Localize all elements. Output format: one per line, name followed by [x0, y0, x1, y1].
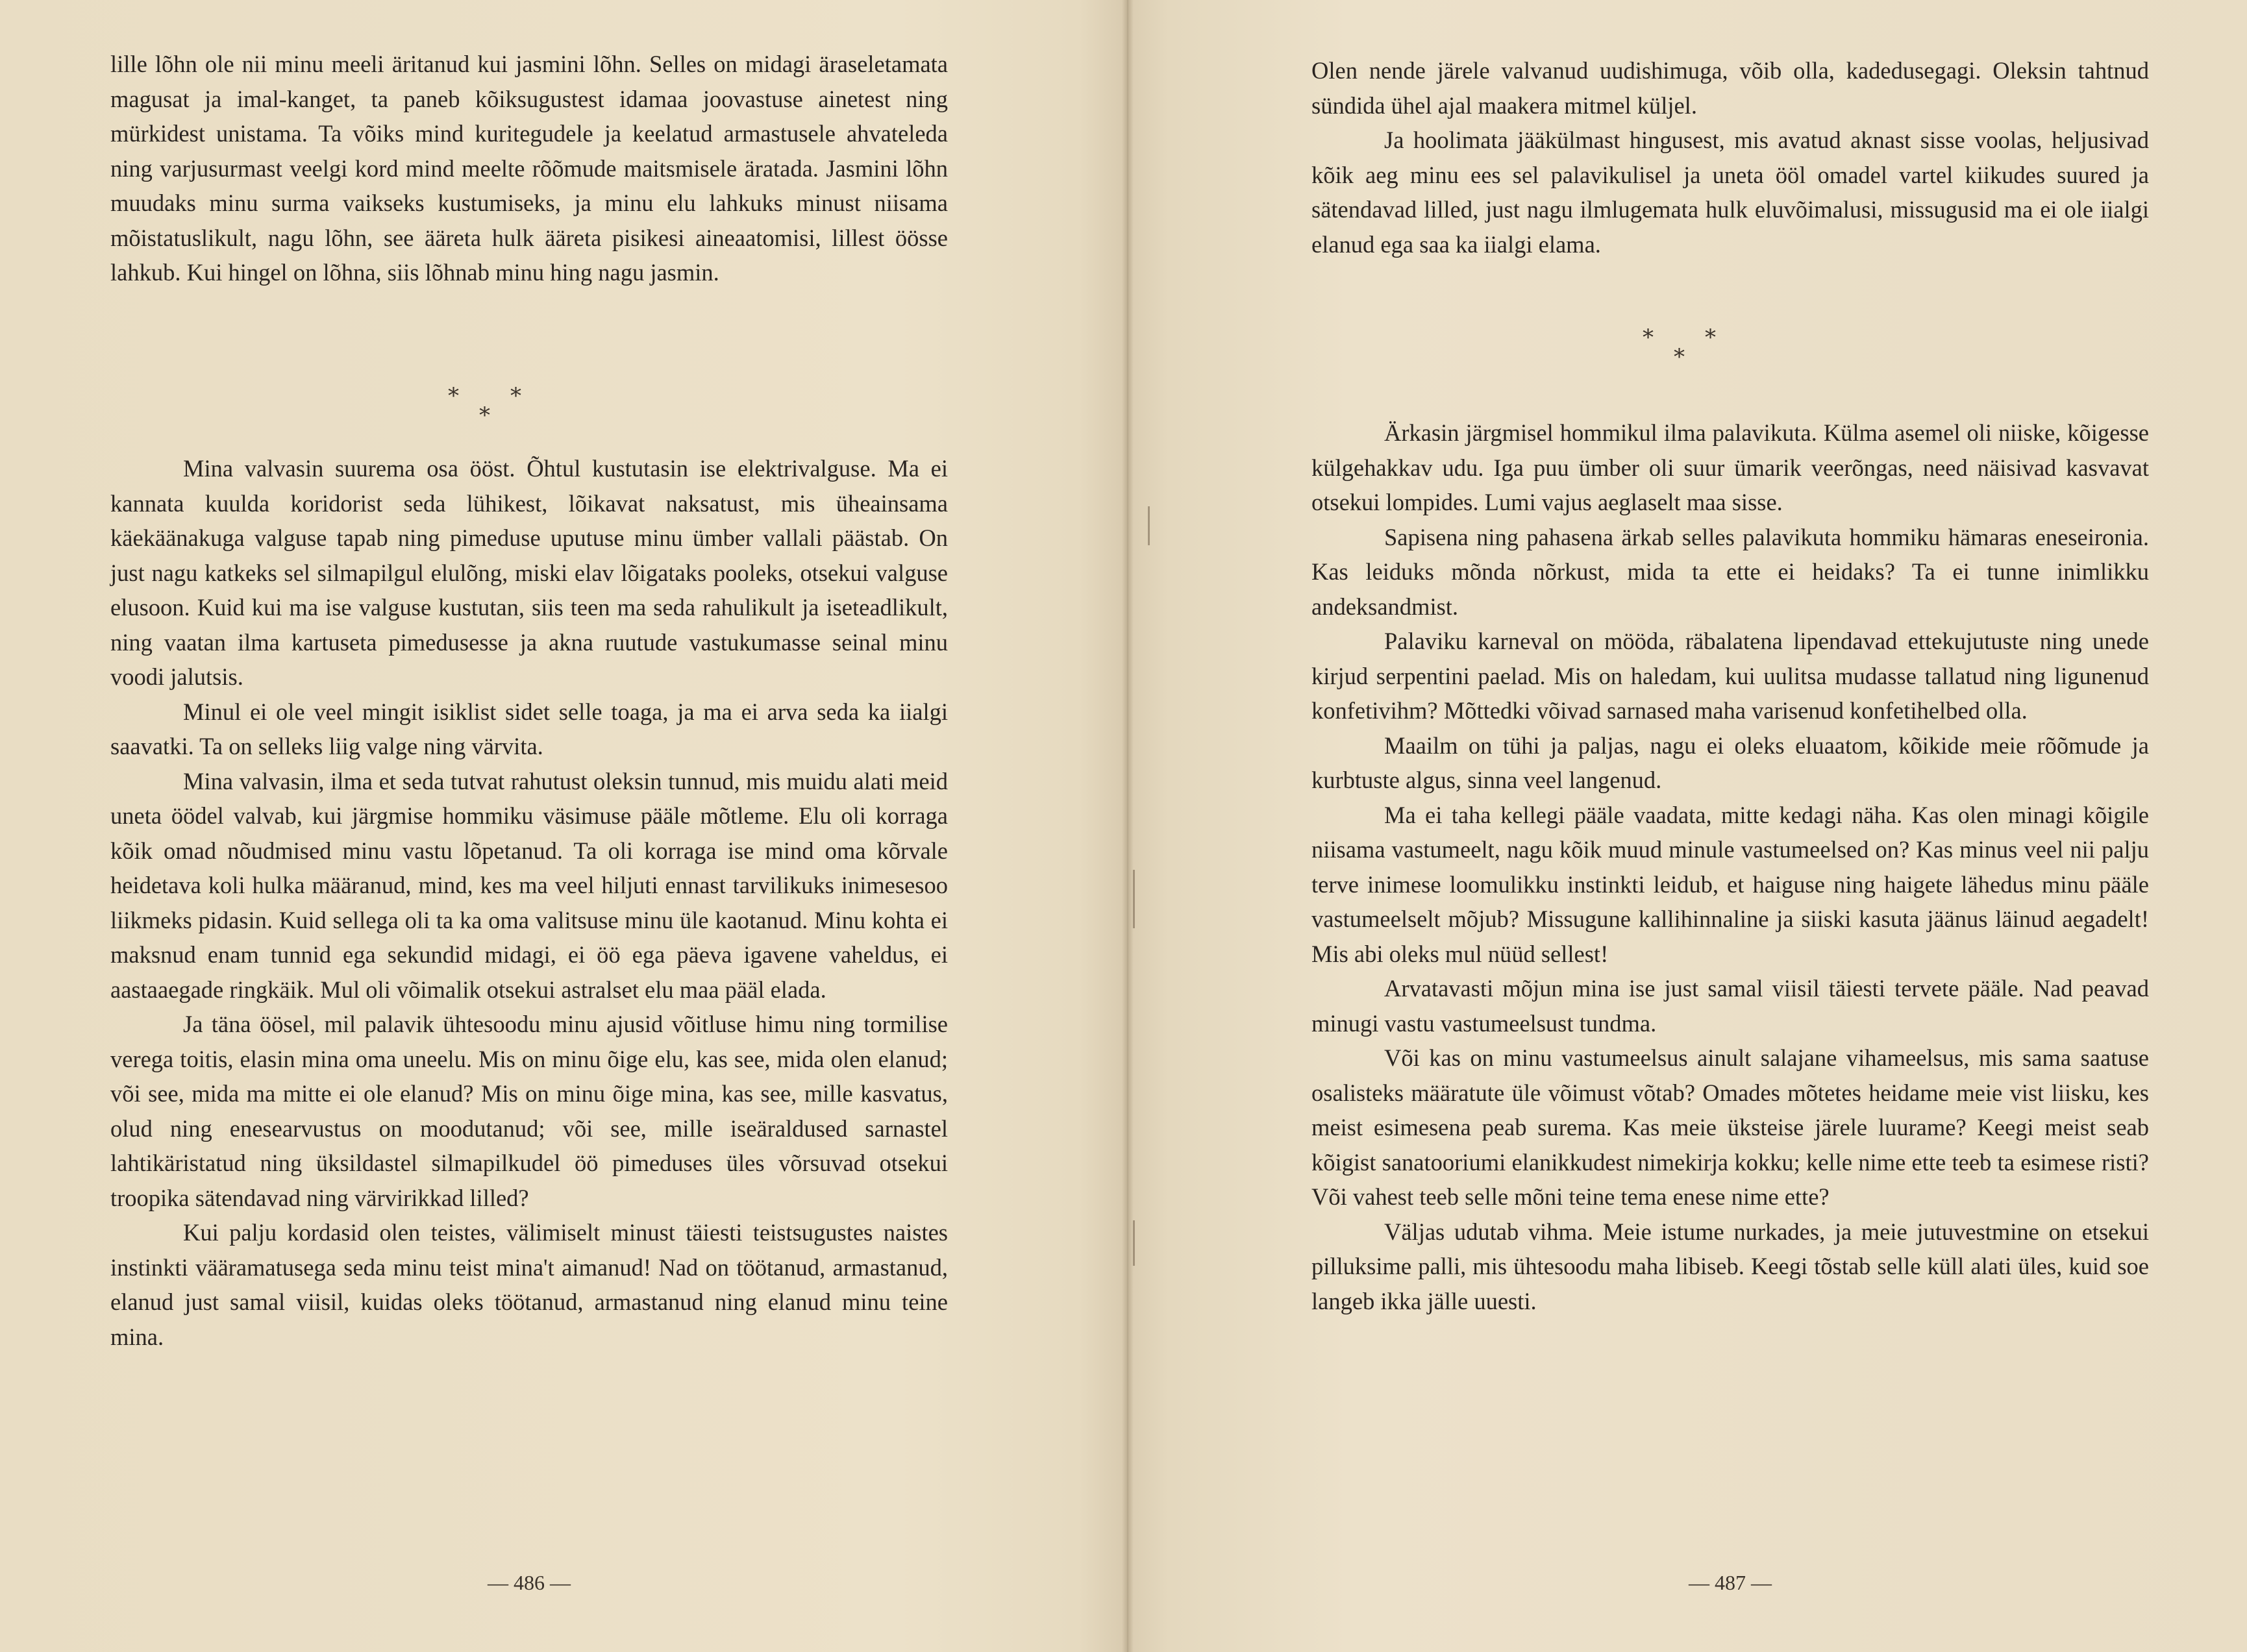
paragraph: Ja hoolimata jääkülmast hingusest, mis avatud aknast sisse voolas, heljusivad kõik aeg minu ees sel palavikulisel ja uneta ööl omadel vartel kiikudes suured ja sätendavad lilled, just nagu ilmlugemata hulk eluvõimalusi, missugusid ma ei ole iialgi elanud ega saa ka iialgi elama.	[1311, 127, 2149, 258]
right-page	[1311, 0, 2149, 1652]
paragraph: Sapisena ning pahasena ärkab selles palavikuta hommiku hämaras eneseironia. Kas leiduks mõnda nõrkust, mida ta ette ei heidaks? Ta ei tunne inimlikku andeksandmist.	[1311, 523, 2149, 620]
paragraph: Ma ei taha kellegi pääle vaadata, mitte kedagi näha. Kas olen minagi kõigile niisama vastumeelt, nagu kõik muud minule vastumeelsed on? Kas minus veel nii palju terve inimese loomulikku instinkti leidub, et haiguse ning haigete lähedus minu pääle vastumeelselt mõjub? Missugune kallihinnaline ja siiski kasuta jäänus läinud aegadelt! Mis abi oleks mul nüüd sellest!	[1311, 801, 2149, 967]
right-page-section-b	[1311, 415, 2149, 1318]
asterisk: *	[510, 383, 521, 409]
margin-mark	[1133, 1220, 1135, 1266]
margin-mark	[1148, 506, 1150, 545]
paragraph: Ja täna öösel, mil palavik ühtesoodu minu ajusid võitluse himu ning tormilise verega toitis, elasin mina oma uneelu. Mis on minu õige elu, kas see, mida olen elanud; või see, mida ma mitte ei ole elanud? Mis on minu õige mina, kas see, mille kasvatus, olud ning enesearvustus on moodutanud; või see, mille iseäraldused sarnastel lahtikäristatud ning üksildastel silmapilkudel öö pimeduses üles võrsuvad otsekui troopika sätendavad ning värvirikkad lilled?	[110, 1011, 948, 1211]
paragraph: lille lõhn ole nii minu meeli äritanud kui jasmini lõhn. Selles on midagi äraseletamata magusat ja imal-kanget, ta paneb kõiksugustest idamaa joovastuse ainetest ning mürkidest unistama. Ta võiks mind kuritegudele ja keelatud armastusele ahvateleda ning varjusurmast veelgi kord mind meelte rõõmude maitsmisele äratada. Jasmini lõhn muudaks minu surma vaikseks kustumiseks, ja minu elu lahkuks minust niisama mõistatuslikult, nagu lõhn, see ääreta hulk ääreta pisikesi aineaatomisi, lillest öösse lahkub. Kui hingel on lõhna, siis lõhnab minu hing nagu jasmin.	[110, 51, 948, 286]
margin-mark	[1133, 870, 1135, 928]
paragraph: Ärkasin järgmisel hommikul ilma palavikuta. Külma asemel oli niiske, kõigesse külgehakkav udu. Iga puu ümber oli suur ümarik veerõngas, need näisivad kasvavat otsekui lompides. Lumi vajus aeglaselt maa sisse.	[1311, 419, 2149, 515]
asterisk: *	[448, 383, 459, 409]
right-page-section-a	[1311, 53, 2149, 262]
asterisk: *	[1705, 325, 1716, 351]
paragraph: Olen nende järele valvanud uudishimuga, võib olla, kadedusegagi. Oleksin tahtnud sündida ühel ajal maakera mitmel küljel.	[1311, 57, 2149, 119]
paragraph: Mina valvasin, ilma et seda tutvat rahutust oleksin tunnud, mis muidu alati meid uneta öödel valvab, kui järgmise hommiku väsimuse pääle mõtleme. Elu oli korraga kõik omad nõudmised minu vastu lõpetanud. Ta oli korraga ise mind oma kõrvale heidetava koli hulka määranud, mind, kes ma veel hiljuti ennast tarvilikuks inimesesoo liikmeks pidasin. Kuid sellega oli ta ka oma valitsuse minu üle kaotanud. Minu kohta ei maksnud enam tunnid ega sekundid midagi, ei öö ega päeva igavene vaheldus, ei aastaaegade ringkäik. Mul oli võimalik otsekui astralset elu maa pääl elada.	[110, 767, 948, 1003]
paragraph: Väljas udutab vihma. Meie istume nurkades, ja meie jutuvestmine on etsekui pilluksime palli, mis ühtesoodu maha libiseb. Keegi tõstab selle küll alati üles, kuid soe langeb ikka jälle uuesti.	[1311, 1218, 2149, 1314]
left-page	[110, 0, 948, 1652]
section-separator	[448, 383, 617, 435]
paragraph: Kui palju kordasid olen teistes, välimiselt minust täiesti teistsugustes naistes instinkti vääramatusega seda minu teist mina't aimanud! Nad on töötanud, armastanud, elanud just samal viisil, kuidas oleks töötanud, armastanud ning elanud minu teine mina.	[110, 1219, 948, 1350]
asterisk: *	[479, 402, 490, 428]
section-separator	[1643, 325, 1811, 376]
left-page-section-b	[110, 451, 948, 1354]
paragraph: Palaviku karneval on mööda, räbalatena lipendavad ettekujutuste ning unede kirjud serpentini paelad. Mis on haledam, kui uulitsa mudasse tallatud ning ligunenud konfetivihm? Mõttedki võivad sarnased maha varisenud konfetihelbed olla.	[1311, 628, 2149, 724]
paragraph: Arvatavasti mõjun mina ise just samal viisil täiesti tervete pääle. Nad peavad minugi vastu vastumeelsust tundma.	[1311, 975, 2149, 1037]
asterisk: *	[1643, 325, 1654, 351]
page-number: — 486 —	[488, 1571, 571, 1594]
paragraph: Või kas on minu vastumeelsus ainult salajane vihameelsus, mis sama saatuse osalisteks määratute üle võimust võtab? Omades mõtetes heidame meie vist liisku, kes meist esimesena peab surema. Kas meie üksteise järele luurame? Keegi meist seab kõigist sanatooriumi elanikkudest nimekirja kokku; kelle nime ette teeb ta esimese risti? Või vahest teeb selle mõni teine tema enese nime ette?	[1311, 1044, 2149, 1210]
paragraph: Minul ei ole veel mingit isiklist sidet selle toaga, ja ma ei arva seda ka iialgi saavatki. Ta on selleks liig valge ning värvita.	[110, 698, 948, 759]
page-number: — 487 —	[1689, 1571, 1772, 1594]
paragraph: Maailm on tühi ja paljas, nagu ei oleks eluaatom, kõikide meie rõõmude ja kurbtuste algus, sinna veel langenud.	[1311, 732, 2149, 793]
left-page-section-a	[110, 47, 948, 290]
paragraph: Mina valvasin suurema osa ööst. Õhtul kustutasin ise elektrivalguse. Ma ei kannata kuulda koridorist seda lühikest, lõikavat naksatust, mis üheainsama käekäänakuga valguse tapab ning pimeduse uputuse minu ümber vallali päästab. On just nagu katkeks sel silmapilgul elulõng, miski elav lõigataks pooleks, otsekui valguse elusoon. Kuid kui ma ise valguse kustutan, siis teen ma seda rahulikult ja iseteadlikult, ning vaatan ilma kartuseta pimedusesse ja akna ruutude vastukumasse seinal minu voodi jalutsis.	[110, 455, 948, 690]
book-gutter	[1122, 0, 1134, 1652]
asterisk: *	[1674, 344, 1685, 370]
